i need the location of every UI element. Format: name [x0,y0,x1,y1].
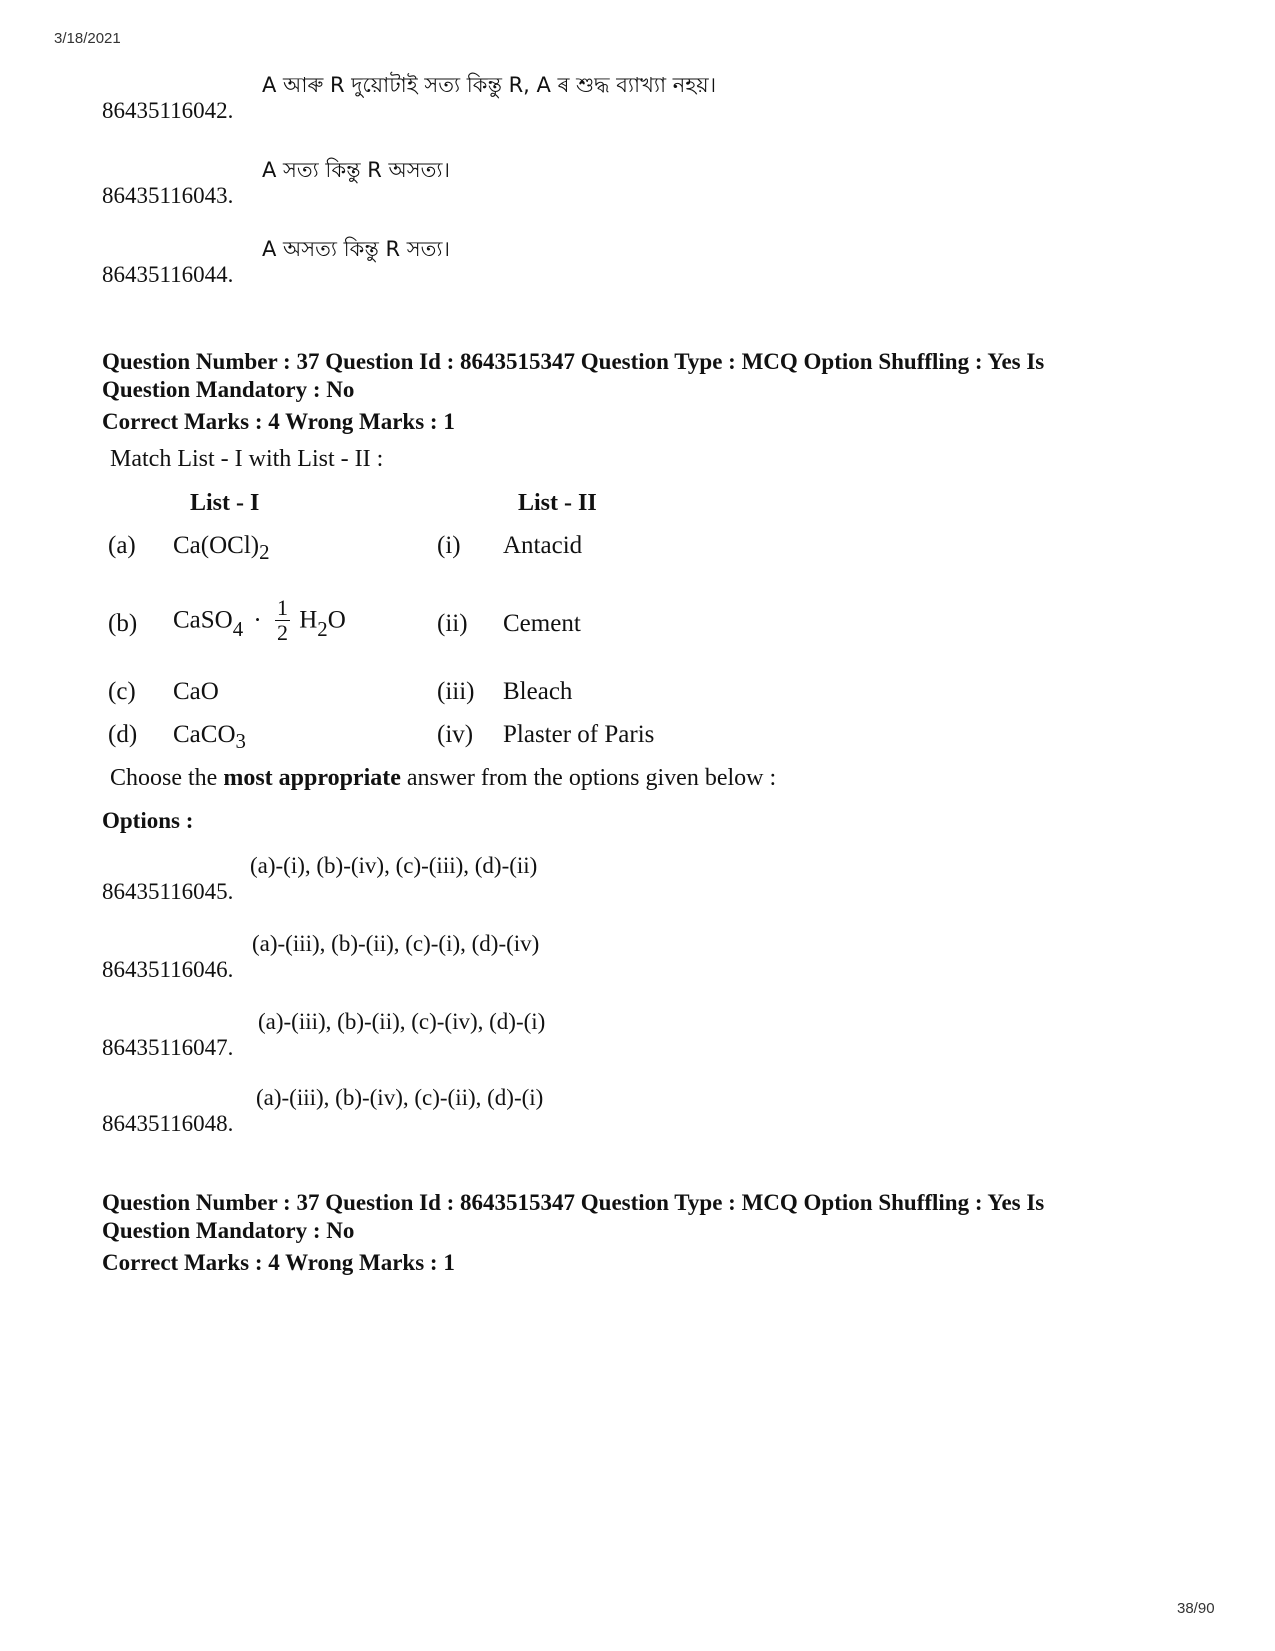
option-text: A আৰু R দুয়োটাই সত্য কিন্তু R, A ৰ শুদ্ধ ব্যাখ্যা নহয়। [262,73,717,97]
option-text: (a)-(i), (b)-(iv), (c)-(iii), (d)-(ii) [250,853,538,878]
question-mandatory: Question Mandatory : No [102,377,355,402]
option-id: 86435116046. [102,957,234,982]
next-question-header [102,1189,1182,1277]
row-d-formula: CaCO$_3$ [173,721,246,753]
instruction-text: Choose the most appropriate answer from the options given below : [110,765,777,791]
option-id: 86435116045. [102,879,234,904]
question-marks: Correct Marks : 4 Wrong Marks : 1 [102,1250,455,1275]
row-c-label: (c) [108,678,136,705]
page-number: 38/90 [1177,1600,1215,1617]
option-text: (a)-(iii), (b)-(ii), (c)-(iv), (d)-(i) [258,1009,546,1034]
row-d-label: (d) [108,721,138,748]
row-iv-item: Plaster of Paris [503,721,655,748]
option-id: 86435116047. [102,1035,234,1060]
row-c-formula: CaO [173,678,219,705]
row-ii-item: Cement [503,610,581,637]
list-1-heading: List - I [190,490,260,516]
option-text: (a)-(iii), (b)-(ii), (c)-(i), (d)-(iv) [252,931,540,956]
row-i-label: (i) [437,532,461,559]
question-meta: Question Number : 37 Question Id : 8643515347 Question Type : MCQ Option Shuffling : Yes Is [102,349,1045,374]
row-a-label: (a) [108,532,136,559]
option-text: A অসত্য কিন্তু R সত্য। [262,237,450,261]
options-label: Options : [102,808,194,833]
row-a-formula: $Ca(OCl)_2$ [173,532,270,564]
print-date: 3/18/2021 [54,30,121,47]
question-intro: Match List - I with List - II : [110,446,384,472]
question-mandatory: Question Mandatory : No [102,1218,355,1243]
row-iii-label: (iii) [437,678,475,705]
row-b-label: (b) [108,610,138,637]
option-id: 86435116044. [102,262,234,287]
option-text: A সত্য কিন্তু R অসত্য। [262,158,450,182]
option-text: (a)-(iii), (b)-(iv), (c)-(ii), (d)-(i) [256,1085,544,1110]
question-header [102,348,1182,436]
question-meta: Question Number : 37 Question Id : 8643515347 Question Type : MCQ Option Shuffling : Yes Is [102,1190,1045,1215]
list-2-heading: List - II [518,490,597,516]
row-ii-label: (ii) [437,610,468,637]
row-iii-item: Bleach [503,678,573,705]
question-marks: Correct Marks : 4 Wrong Marks : 1 [102,409,455,434]
option-id: 86435116042. [102,98,234,123]
option-id: 86435116048. [102,1111,234,1136]
row-b-formula: CaSO$_4$ · $\frac{1}{2}$ $H_2O$ [173,595,346,645]
fraction: $\frac{1}{2}$ [276,595,288,645]
option-id: 86435116043. [102,183,234,208]
row-i-item: Antacid [503,532,583,559]
row-iv-label: (iv) [437,721,474,748]
